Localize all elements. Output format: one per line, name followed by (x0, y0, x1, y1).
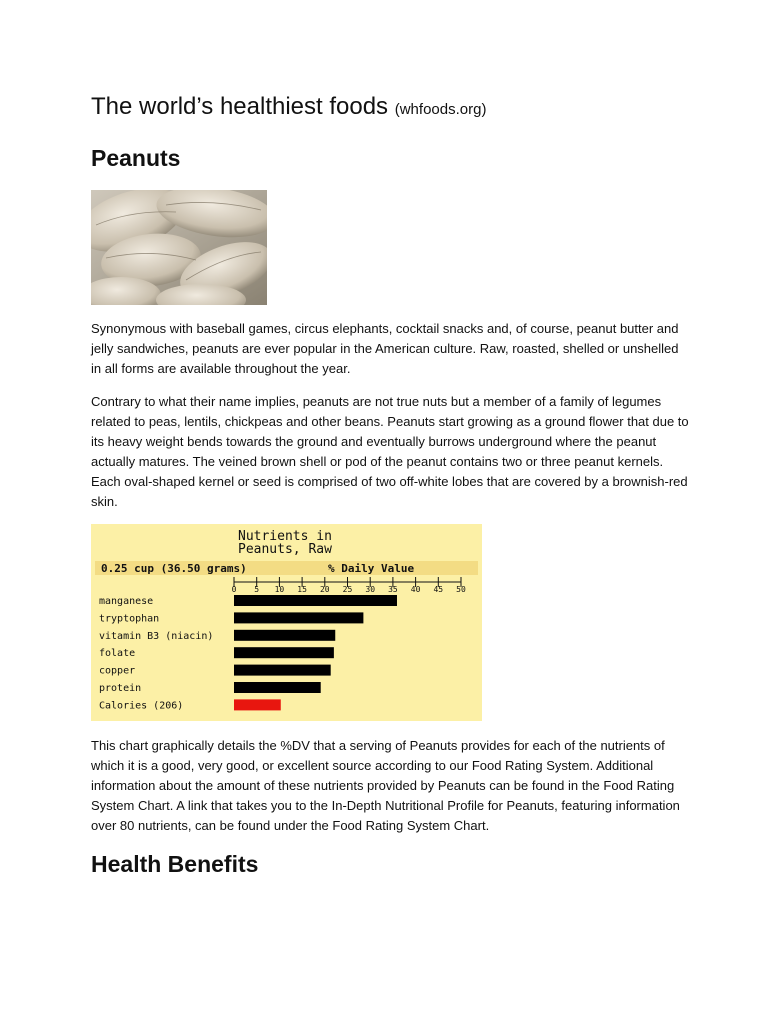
chart-tick-label: 5 (254, 585, 260, 594)
title-source: (whfoods.org) (394, 101, 487, 118)
chart-tick-label: 10 (274, 585, 285, 594)
chart-tick-label: 25 (342, 585, 353, 594)
chart-serving-label: 0.25 cup (36.50 grams) (101, 562, 247, 575)
chart-tick-label: 15 (297, 585, 307, 594)
chart-bar-calories (234, 699, 281, 710)
chart-category-label: manganese (99, 596, 154, 607)
food-heading: Peanuts (91, 145, 181, 171)
chart-tick-label: 0 (231, 585, 237, 594)
chart-bar (234, 595, 397, 606)
chart-bar (234, 682, 321, 693)
chart-tick-label: 50 (456, 585, 466, 594)
chart-tick-label: 40 (410, 585, 421, 594)
chart-bar (234, 665, 331, 676)
title-text: The world’s healthiest foods (91, 93, 389, 120)
chart-tick-label: 45 (433, 585, 444, 594)
health-benefits-heading: Health Benefits (91, 851, 259, 877)
intro-paragraph: Synonymous with baseball games, circus elephants, cocktail snacks and, of course, peanut butter and jelly sandwiches, peanuts are ever popular in the American culture. Raw, roasted, shelled or unshelled in all forms are available throughout the year. (91, 321, 679, 376)
chart-tick-label: 20 (319, 585, 330, 594)
chart-category-label: Calories (206) (99, 700, 184, 712)
peanuts-photo (91, 190, 267, 305)
chart-caption: This chart graphically details the %DV that a serving of Peanuts provides for each of the nutrients of which it is a good, very good, or excellent source according to our Food Rating System. Additional information about the amount of these nutrients provided by Peanuts can be found in the Food Rating System Chart. A link that takes you to the In-Depth Nutritional Profile for Peanuts, featuring information over 80 nutrients, can be found under the Food Rating System Chart. (91, 738, 680, 833)
nutrient-chart (91, 524, 482, 721)
chart-category-label: protein (99, 683, 142, 694)
chart-bar (234, 612, 363, 623)
chart-title-line-1: Nutrients in (238, 529, 332, 544)
chart-value-label: % Daily Value (328, 562, 415, 575)
chart-title-line-2: Peanuts, Raw (238, 542, 332, 557)
chart-bar (234, 647, 334, 658)
chart-tick-label: 35 (388, 585, 398, 594)
document-title (91, 93, 486, 121)
chart-category-label: vitamin B3 (niacin) (99, 630, 214, 642)
chart-bar (234, 630, 335, 641)
description-paragraph: Contrary to what their name implies, peanuts are not true nuts but a member of a family of legumes related to peas, lentils, chickpeas and other beans. Peanuts start growing as a ground flower that due to its heavy weight bends towards the ground and eventually burrows underground where the peanut actually matures. The veined brown shell or pod of the peanut contains two or three peanut kernels. Each oval-shaped kernel or seed is comprised of two off-white lobes that are covered by a brownish-red skin. (91, 394, 689, 509)
chart-category-label: copper (99, 665, 136, 677)
chart-category-label: folate (99, 648, 136, 660)
chart-category-label: tryptophan (99, 613, 160, 625)
chart-tick-label: 30 (365, 585, 376, 594)
